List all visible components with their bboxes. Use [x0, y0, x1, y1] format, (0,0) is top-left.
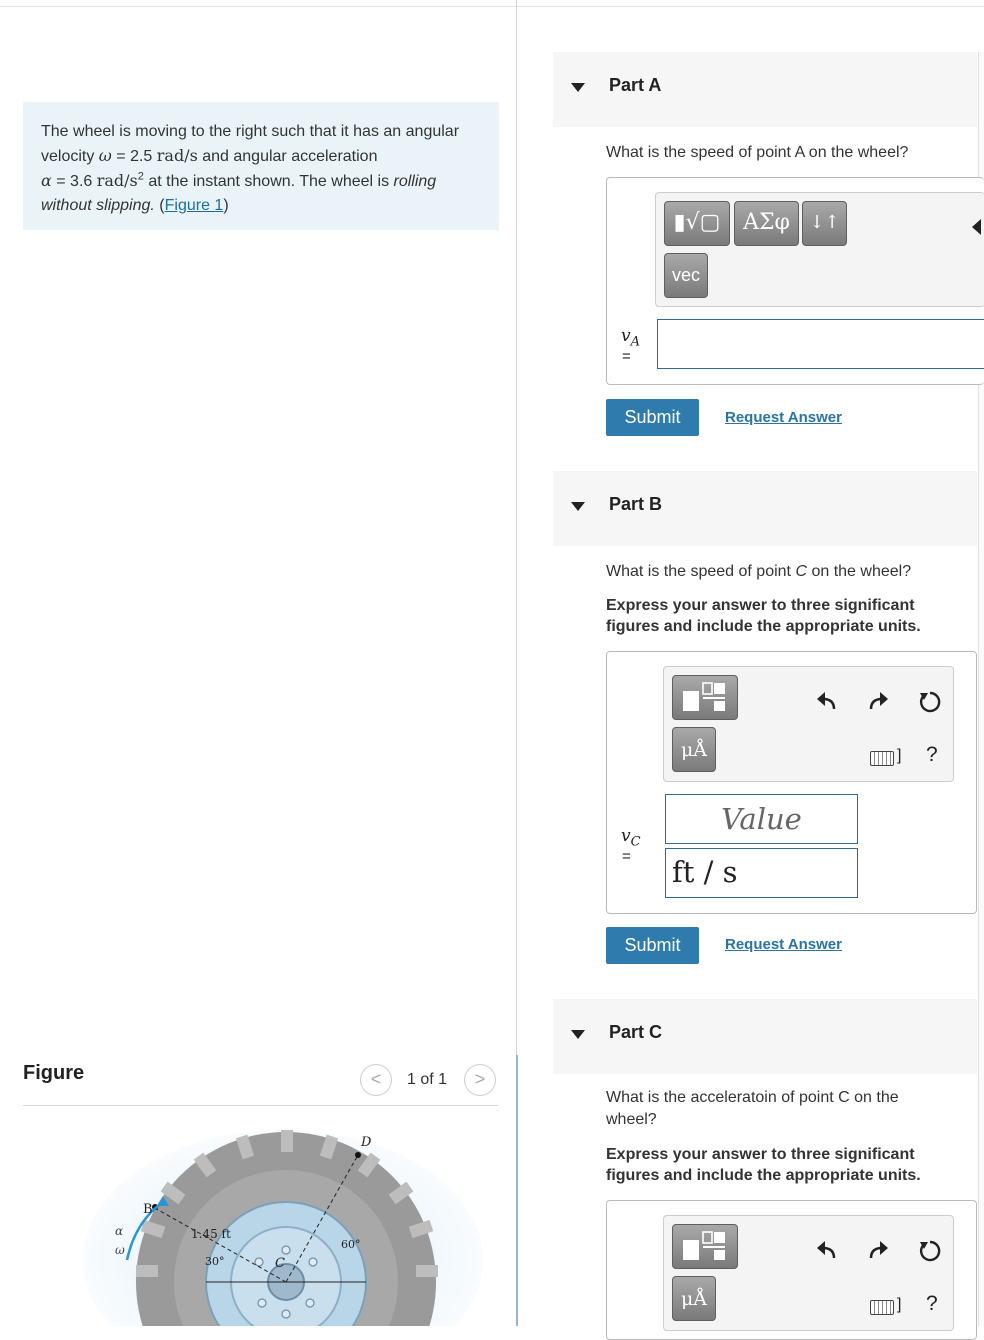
part-b-variable: $v_C$: [621, 826, 641, 850]
part-c-answer-box: [606, 1200, 977, 1340]
part-a-equals: =: [622, 348, 631, 365]
templates-icon: [673, 676, 737, 719]
collapse-triangle-icon[interactable]: [571, 502, 585, 511]
part-b-question: What is the speed of point C on the wheel?: [606, 563, 912, 580]
part-a-variable: $v_A$: [621, 326, 640, 350]
label-omega: ω: [115, 1243, 125, 1257]
figure-pager: 1 of 1: [407, 1071, 448, 1088]
alpha-symbol: α: [41, 171, 52, 190]
part-a-answer-box: [606, 177, 984, 385]
part-b-answer-box: [606, 651, 977, 914]
keyboard-bracket: ]: [897, 747, 902, 764]
help-button[interactable]: ?: [926, 1292, 938, 1315]
help-button[interactable]: ?: [926, 743, 938, 766]
keyboard-icon[interactable]: [870, 1300, 894, 1315]
figure-title: Figure: [23, 1062, 85, 1084]
figure-1-link[interactable]: Figure 1: [164, 197, 224, 214]
unit-rad-s: rad/s: [156, 146, 198, 165]
part-c-header[interactable]: [553, 999, 977, 1074]
top-divider: [0, 6, 984, 7]
prev-figure-button[interactable]: <: [360, 1064, 392, 1096]
part-b-value-input[interactable]: Value: [665, 794, 858, 844]
keyboard-icon[interactable]: [870, 751, 894, 766]
part-c-title: Part C: [609, 1022, 663, 1042]
wheel-figure: [23, 1110, 498, 1326]
redo-icon[interactable]: [867, 689, 891, 713]
figure-rule: [23, 1105, 498, 1106]
units-button[interactable]: μÅ: [672, 727, 716, 772]
part-c-question: What is the acceleratoin of point C on the wheel?: [606, 1089, 899, 1128]
units-button[interactable]: μÅ: [672, 1276, 716, 1321]
part-a-title: Part A: [609, 75, 662, 95]
part-a-answer-input[interactable]: [657, 319, 984, 369]
part-b-units-input[interactable]: ft / s: [665, 848, 858, 898]
templates-button[interactable]: [672, 675, 738, 720]
templates-button[interactable]: ▮√▢: [664, 201, 730, 246]
part-a-header[interactable]: [553, 52, 977, 127]
label-C: C: [275, 1256, 285, 1271]
vector-button[interactable]: vec: [664, 253, 708, 298]
label-B: B: [143, 1202, 153, 1217]
templates-button[interactable]: [672, 1224, 738, 1269]
part-a-toolbar: [655, 192, 984, 307]
part-a-question: What is the speed of point A on the wheel?: [606, 144, 909, 161]
wheel-diagram: [23, 1110, 498, 1326]
redo-icon[interactable]: [867, 1238, 891, 1262]
pane-divider-handle[interactable]: [516, 1055, 518, 1326]
unit-rad-s2: rad/s: [96, 171, 138, 190]
templates-icon: [673, 1225, 737, 1268]
collapse-triangle-icon[interactable]: [571, 1030, 585, 1039]
part-c-instructions: Express your answer to three significant figures and include the appropriate units.: [606, 1146, 921, 1184]
keyboard-bracket: ]: [897, 1296, 902, 1313]
undo-icon[interactable]: [814, 1238, 838, 1262]
omega-symbol: ω: [98, 146, 112, 165]
collapse-triangle-icon[interactable]: [571, 83, 585, 92]
part-a-request-answer-link[interactable]: Request Answer: [725, 409, 842, 426]
point-D: [355, 1152, 361, 1158]
undo-icon[interactable]: [814, 689, 838, 713]
part-b-submit-button[interactable]: Submit: [606, 927, 699, 964]
part-a-submit-button[interactable]: Submit: [606, 399, 699, 436]
toolbar-collapse-icon[interactable]: [972, 219, 981, 235]
part-b-instructions: Express your answer to three significant figures and include the appropriate units.: [606, 597, 921, 635]
label-alpha: α: [115, 1224, 124, 1238]
label-60deg: 60°: [341, 1238, 361, 1251]
label-30deg: 30°: [205, 1255, 225, 1268]
next-figure-button[interactable]: >: [464, 1064, 496, 1096]
reset-icon[interactable]: [917, 1238, 943, 1264]
reset-icon[interactable]: [917, 689, 943, 715]
part-b-toolbar: [663, 666, 954, 782]
part-b-title: Part B: [609, 494, 663, 514]
problem-statement: The wheel is moving to the right such that it has an angular velocity ω = 2.5 rad/s and angular acceleration α = 3.6 rad/$s^2$ at the instant shown. The wheel is rolling without slipping. (Figure 1): [23, 102, 499, 230]
label-D: D: [361, 1135, 372, 1150]
part-b-equals: =: [622, 848, 631, 865]
part-b-header[interactable]: [553, 471, 977, 546]
part-c-toolbar: [663, 1215, 954, 1331]
arrows-button[interactable]: ↓↑: [802, 201, 847, 246]
greek-symbols-button[interactable]: ΑΣφ: [734, 201, 799, 246]
label-dimension: 1.45 ft: [191, 1227, 231, 1241]
part-b-request-answer-link[interactable]: Request Answer: [725, 936, 842, 953]
